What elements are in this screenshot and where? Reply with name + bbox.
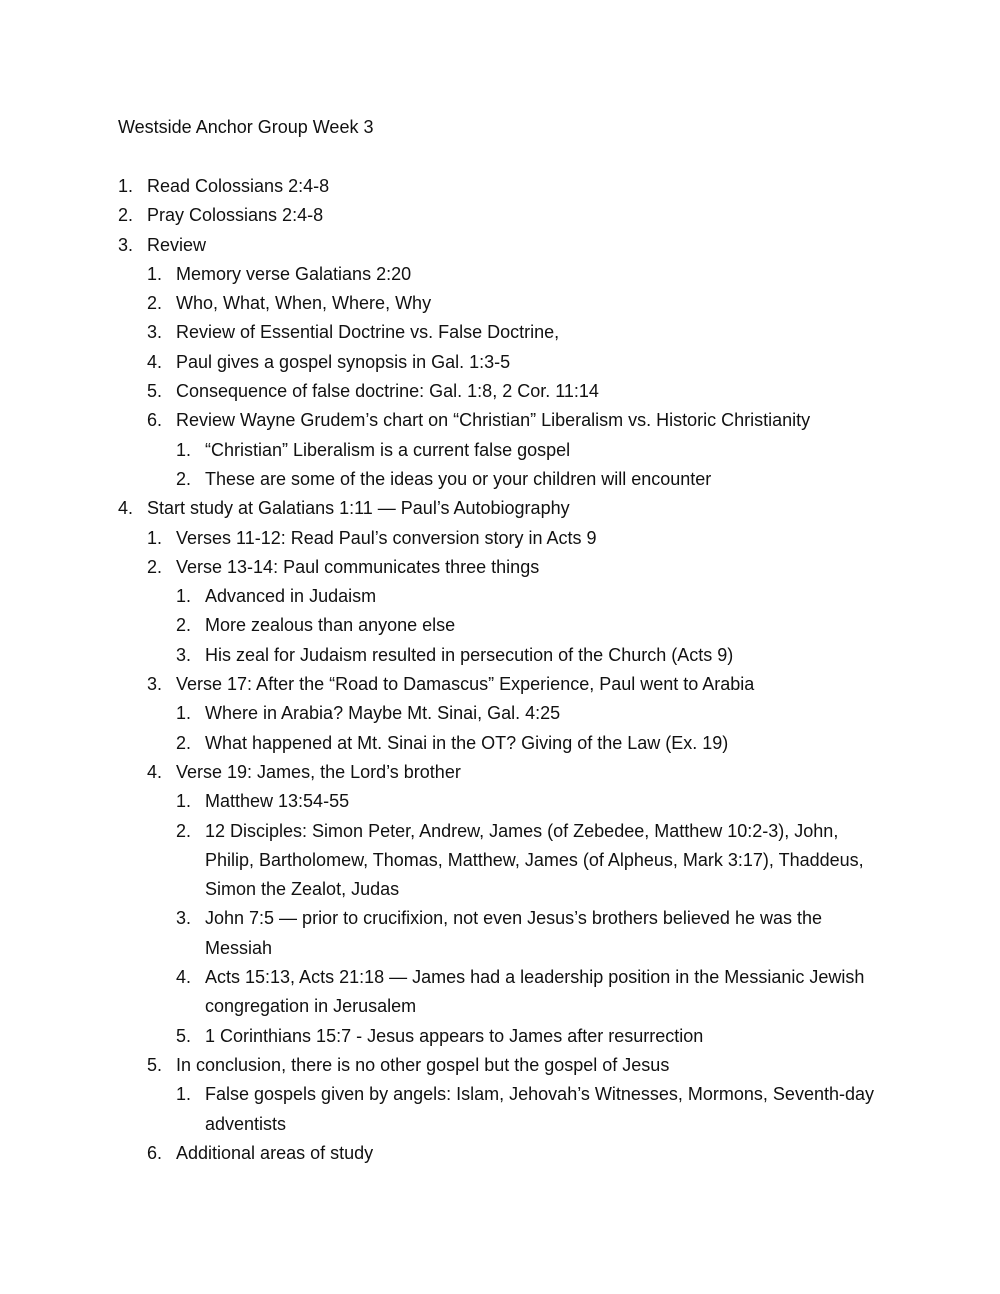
outline-item-level-3: [176, 1022, 876, 1051]
outline-item-number: 3.: [147, 674, 163, 695]
outline-item-level-3: [176, 963, 876, 1022]
outline-item-level-3: [176, 787, 876, 816]
outline-item-text: Start study at Galatians 1:11 — Paul’s Autobiography: [147, 498, 570, 519]
outline-item-text: Consequence of false doctrine: Gal. 1:8, 2 Cor. 11:14: [176, 381, 599, 402]
outline-item-number: 5.: [147, 1054, 163, 1075]
outline-item-number: 6.: [147, 410, 163, 431]
outline-item-text: Acts 15:13, Acts 21:18 — James had a leadership position in the Messianic Jewish congregation in Jerusalem: [205, 967, 865, 1017]
outline-item-level-3: [176, 582, 876, 611]
outline-item-level-2: [147, 406, 918, 435]
outline-item-text: Who, What, When, Where, Why: [176, 293, 432, 314]
page-title: Westside Anchor Group Week 3: [118, 117, 374, 137]
outline-item-level-3: [176, 436, 876, 465]
outline-item-number: 4.: [118, 498, 134, 519]
outline-item-text: Paul gives a gospel synopsis in Gal. 1:3-5: [176, 351, 511, 372]
outline-item-number: 1.: [176, 1084, 192, 1105]
outline-item-number: 5.: [176, 1025, 192, 1046]
outline-item-level-2: [147, 377, 918, 406]
outline-item-number: 4.: [147, 761, 163, 782]
outline-item-level-2: [147, 348, 918, 377]
outline-item-level-2: [147, 524, 918, 553]
outline-item-text: John 7:5 — prior to crucifixion, not even Jesus’s brothers believed he was the Messiah: [205, 908, 823, 958]
outline-item-number: 1.: [147, 527, 163, 548]
outline-item-level-2: [147, 553, 918, 582]
outline-item-number: 3.: [176, 908, 192, 929]
outline-item-level-3: [176, 611, 876, 640]
outline-item-text: “Christian” Liberalism is a current false gospel: [205, 439, 571, 460]
outline-item-text: Read Colossians 2:4-8: [147, 176, 330, 196]
study-outline: [118, 172, 918, 1168]
outline-item-number: 2.: [176, 732, 192, 753]
outline-item-text: His zeal for Judaism resulted in persecution of the Church (Acts 9): [205, 644, 734, 665]
outline-item-level-1: [118, 172, 918, 201]
outline-item-number: 2.: [147, 293, 163, 314]
outline-item-text: Review: [147, 234, 207, 255]
outline-item-text: Verse 17: After the “Road to Damascus” Experience, Paul went to Arabia: [176, 674, 755, 695]
outline-item-text: 12 Disciples: Simon Peter, Andrew, James (of Zebedee, Matthew 10:2-3), John, Philip, Bartholomew, Thomas, Matthew, James (of Alpheus, Mark 3:17), Thaddeus, Simon the Zealot, Judas: [205, 820, 864, 900]
outline-item-number: 1.: [176, 586, 192, 607]
outline-item-number: 3.: [147, 322, 163, 343]
outline-item-number: 5.: [147, 381, 163, 402]
outline-item-number: 4.: [176, 967, 192, 988]
outline-item-number: 1.: [118, 176, 134, 196]
outline-item-text: Additional areas of study: [176, 1142, 374, 1163]
outline-item-number: 1.: [176, 703, 192, 724]
outline-item-number: 6.: [147, 1142, 163, 1163]
outline-item-number: 2.: [176, 468, 192, 489]
outline-item-level-3: [176, 641, 876, 670]
outline-item-text: 1 Corinthians 15:7 - Jesus appears to James after resurrection: [205, 1025, 704, 1046]
outline-item-number: 1.: [176, 439, 192, 460]
outline-item-number: 1.: [147, 263, 163, 284]
outline-item-level-3: [176, 729, 876, 758]
outline-item-number: 3.: [176, 644, 192, 665]
outline-item-text: Advanced in Judaism: [205, 586, 377, 607]
outline-item-text: Review of Essential Doctrine vs. False Doctrine,: [176, 322, 560, 343]
outline-item-level-3: [176, 817, 876, 905]
outline-item-level-2: [147, 318, 918, 347]
outline-item-level-3: [176, 465, 876, 494]
outline-item-level-3: [176, 904, 876, 963]
outline-item-level-2: [147, 1051, 918, 1080]
outline-item-level-3: [176, 1080, 876, 1139]
outline-item-number: 2.: [147, 556, 163, 577]
outline-item-text: What happened at Mt. Sinai in the OT? Giving of the Law (Ex. 19): [205, 732, 729, 753]
outline-item-text: These are some of the ideas you or your children will encounter: [205, 468, 712, 489]
outline-item-number: 3.: [118, 234, 134, 255]
outline-item-text: Verse 19: James, the Lord’s brother: [176, 761, 461, 782]
outline-item-text: More zealous than anyone else: [205, 615, 456, 636]
outline-item-number: 1.: [176, 791, 192, 812]
outline-item-text: Verse 13-14: Paul communicates three things: [176, 556, 540, 577]
outline-item-text: Verses 11-12: Read Paul’s conversion story in Acts 9: [176, 527, 597, 548]
outline-item-number: 2.: [176, 820, 192, 841]
outline-item-level-2: [147, 758, 918, 787]
outline-item-level-1: [118, 231, 918, 260]
outline-item-text: False gospels given by angels: Islam, Jehovah’s Witnesses, Mormons, Seventh-day adventists: [205, 1084, 874, 1134]
outline-item-text: Matthew 13:54-55: [205, 791, 350, 812]
outline-item-text: Memory verse Galatians 2:20: [176, 263, 412, 284]
outline-item-level-2: [147, 1139, 918, 1168]
outline-item-level-1: [118, 494, 918, 523]
outline-item-text: Where in Arabia? Maybe Mt. Sinai, Gal. 4:25: [205, 703, 561, 724]
outline-item-level-2: [147, 260, 918, 289]
outline-item-number: 2.: [176, 615, 192, 636]
outline-item-text: Pray Colossians 2:4-8: [147, 205, 324, 226]
outline-item-level-2: [147, 289, 918, 318]
outline-item-number: 4.: [147, 351, 163, 372]
outline-item-text: Review Wayne Grudem’s chart on “Christian” Liberalism vs. Historic Christianity: [176, 410, 811, 431]
outline-item-text: In conclusion, there is no other gospel but the gospel of Jesus: [176, 1054, 670, 1075]
outline-item-level-1: [118, 201, 918, 230]
outline-item-level-2: [147, 670, 918, 699]
outline-item-level-3: [176, 699, 876, 728]
outline-item-number: 2.: [118, 205, 134, 226]
